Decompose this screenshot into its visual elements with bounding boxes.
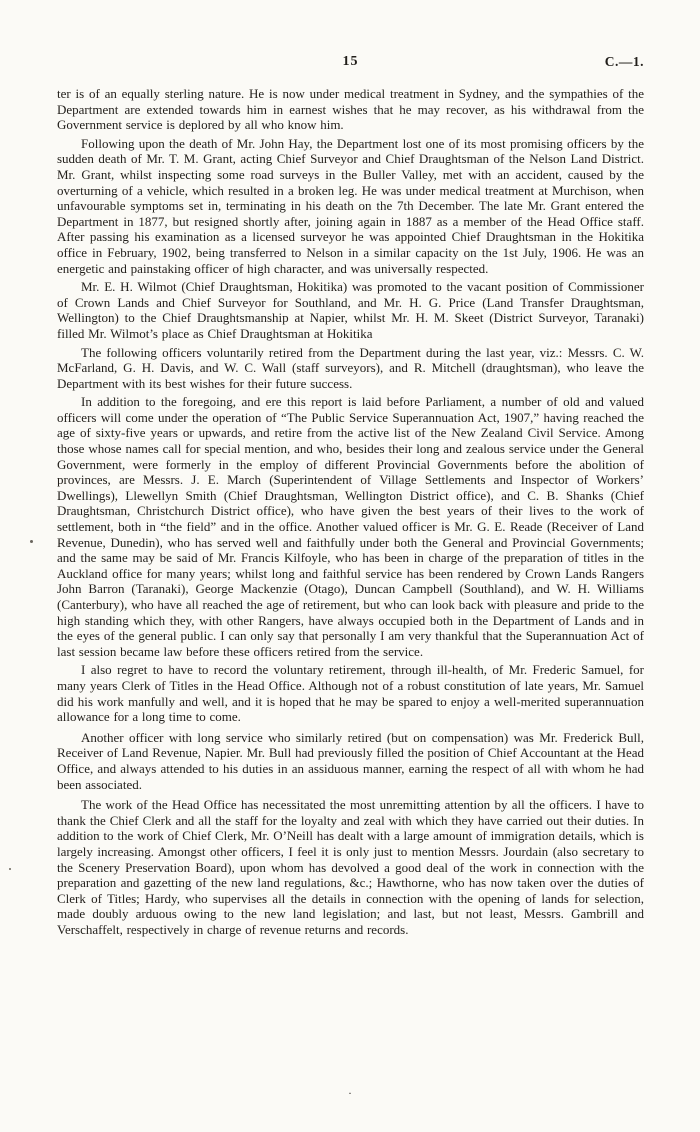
paragraph: In addition to the foregoing, and ere this report is laid before Parliament, a number of old and valued officers will come under the operation of “The Public Service Superannuation Act, 1907,” having reached the age of sixty-five years or upwards, and retire from the active list of the New Zealand Civil Service. Among those whose names call for special mention, and who, besides their long and zealous service under the General Government, were formerly in the employ of different Provincial Governments before the abolition of provinces, are Messrs. J. E. March (Superintendent of Village Settlements and Inspector of Workers’ Dwellings), Llewellyn Smith (Chief Draughtsman, Wellington District office), and C. B. Shanks (Chief Draughtsman, Christchurch District office), who have given the best years of their lives to the work of settlement, both in “the field” and in the office. Another valued officer is Mr. G. E. Reade (Receiver of Land Revenue, Dunedin), who has served well and faithfully under both the General and Provincial Governments; and the same may be said of Mr. Francis Kilfoyle, who has been in charge of the preparation of titles in the Auckland office for many years; whilst long and faithful service has been rendered by Crown Lands Rangers John Barron (Taranaki), George Mackenzie (Otago), Duncan Campbell (Southland), and W. H. Williams (Canterbury), who have all reached the age of retirement, but who can look back with pleasure and pride to the high standing which they, with other Rangers, have always occupied both in the Department of Lands and in the eyes of the general public. I can only say that personally I am very thankful that the Superannuation Act of last session became law before these officers retired from the service. [57, 394, 644, 659]
paragraph: The following officers voluntarily retired from the Department during the last year, viz.: Messrs. C. W. McFarland, G. H. Davis, and W. C. Wall (staff surveyors), and R. Mitchell (draughtsman), who leave the Department with its best wishes for their future success. [57, 344, 644, 391]
document-reference: C.—1. [604, 54, 644, 69]
paragraph: I also regret to have to record the voluntary retirement, through ill-health, of Mr. Frederic Samuel, for many years Clerk of Titles in the Head Office. Although not of a robust constitution of late years, Mr. Samuel did his work manfully and well, and it is hoped that he may be spared to enjoy a well-merited superannuation allowance for a long time to come. [57, 662, 644, 725]
report-body [57, 86, 644, 937]
scan-speck [30, 540, 33, 543]
page-number: 15 [342, 54, 359, 69]
scan-speck [9, 868, 11, 870]
page-header [57, 54, 644, 74]
footer-mark: . [348, 1083, 352, 1097]
paragraph: Mr. E. H. Wilmot (Chief Draughtsman, Hokitika) was promoted to the vacant position of Commissioner of Crown Lands and Chief Surveyor for Southland, and Mr. H. G. Price (Land Transfer Draughtsman, Wellington) to the Chief Draughtsmanship at Napier, whilst Mr. H. M. Skeet (District Surveyor, Taranaki) filled Mr. Wilmot’s place as Chief Draughtsman at Hokitika [57, 279, 644, 341]
paragraph: ter is of an equally sterling nature. He is now under medical treatment in Sydney, and the sympathies of the Department are extended towards him in earnest wishes that he may recover, as his withdrawal from the Government service is deplored by all who know him. [57, 86, 644, 133]
paragraph: Following upon the death of Mr. John Hay, the Department lost one of its most promising officers by the sudden death of Mr. T. M. Grant, acting Chief Surveyor and Chief Draughtsman of the Nelson Land District. Mr. Grant, whilst inspecting some road surveys in the Buller Valley, met with an accident, caused by the overturning of a vehicle, which resulted in a broken leg. He was under medical treatment at Murchison, when unfavourable symptoms set in, terminating in his death on the 7th December. The late Mr. Grant entered the Department in 1877, but resigned shortly after, joining again in 1887 as a member of the Head Office staff. After passing his examination as a licensed surveyor he was appointed Chief Draughtsman in the Hokitika office in February, 1902, being transferred to Nelson in a similar capacity on the 1st July, 1906. He was an energetic and painstaking officer of high character, and was universally respected. [57, 135, 644, 276]
paragraph: Another officer with long service who similarly retired (but on compensation) was Mr. Frederick Bull, Receiver of Land Revenue, Napier. Mr. Bull had previously filled the position of Chief Accountant at the Head Office, and always attended to his duties in an assiduous manner, earning the respect of all with whom he had been associated. [57, 729, 644, 792]
paragraph: The work of the Head Office has necessitated the most unremitting attention by all the officers. I have to thank the Chief Clerk and all the staff for the loyalty and zeal with which they have carried out their duties. In addition to the work of Chief Clerk, Mr. O’Neill has dealt with a large amount of immigration details, which is largely increasing. Amongst other officers, I feel it is only just to mention Messrs. Jourdain (also secretary to the Scenery Preservation Board), upon whom has devolved a good deal of the work in connection with the preparation and gazetting of the new land regulations, &c.; Hawthorne, who has now taken over the duties of Clerk of Titles; Hardy, who supervises all the details in connection with the opening of lands for selection, made doubly arduous owing to the new land legislation; and last, but not least, Messrs. Gambrill and Verschaffelt, respectively in charge of revenue returns and records. [57, 797, 644, 937]
